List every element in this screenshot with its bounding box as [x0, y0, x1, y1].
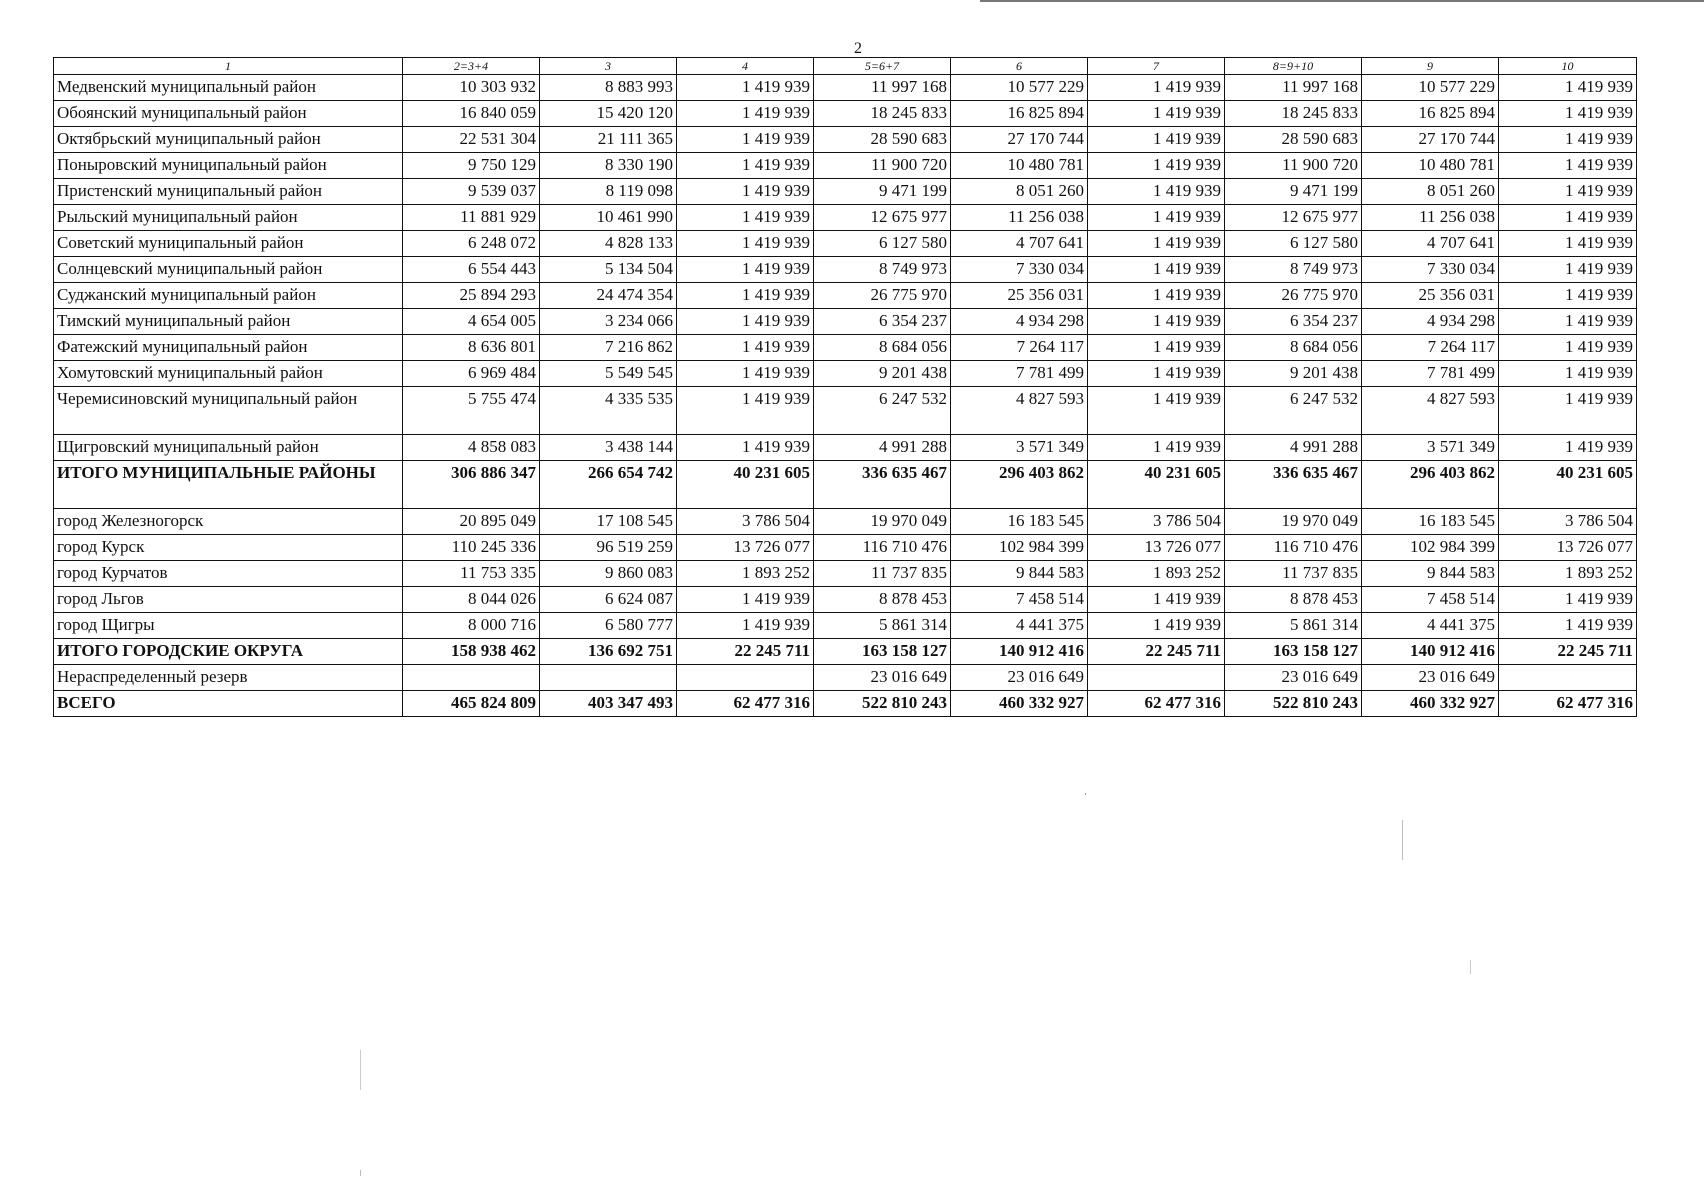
value-cell: 12 675 977 [814, 205, 951, 231]
value-cell: 1 419 939 [1499, 127, 1637, 153]
value-cell: 5 861 314 [814, 613, 951, 639]
value-cell: 163 158 127 [1225, 639, 1362, 665]
value-cell: 1 419 939 [677, 153, 814, 179]
row-name-cell: город Льгов [54, 587, 403, 613]
value-cell: 21 111 365 [540, 127, 677, 153]
row-name-cell: Пристенский муниципальный район [54, 179, 403, 205]
value-cell: 6 624 087 [540, 587, 677, 613]
value-cell: 27 170 744 [1362, 127, 1499, 153]
table-row [54, 361, 1637, 387]
value-cell: 1 419 939 [1499, 101, 1637, 127]
table-row [54, 561, 1637, 587]
column-header: 1 [54, 58, 403, 75]
value-cell: 3 786 504 [677, 509, 814, 535]
value-cell: 1 419 939 [1499, 205, 1637, 231]
row-name-cell: ИТОГО ГОРОДСКИЕ ОКРУГА [54, 639, 403, 665]
value-cell: 1 419 939 [1088, 127, 1225, 153]
value-cell: 336 635 467 [814, 461, 951, 509]
value-cell: 1 419 939 [1088, 101, 1225, 127]
value-cell: 4 934 298 [1362, 309, 1499, 335]
column-header: 7 [1088, 58, 1225, 75]
value-cell: 11 997 168 [1225, 75, 1362, 101]
value-cell: 1 419 939 [1088, 335, 1225, 361]
value-cell: 1 419 939 [1088, 283, 1225, 309]
value-cell: 336 635 467 [1225, 461, 1362, 509]
value-cell: 1 419 939 [1499, 231, 1637, 257]
value-cell: 8 051 260 [951, 179, 1088, 205]
value-cell: 6 127 580 [1225, 231, 1362, 257]
value-cell: 8 878 453 [1225, 587, 1362, 613]
value-cell: 10 461 990 [540, 205, 677, 231]
value-cell [1499, 665, 1637, 691]
value-cell: 102 984 399 [1362, 535, 1499, 561]
value-cell: 3 571 349 [1362, 435, 1499, 461]
value-cell: 5 549 545 [540, 361, 677, 387]
value-cell: 4 441 375 [1362, 613, 1499, 639]
value-cell: 1 419 939 [677, 257, 814, 283]
value-cell: 1 419 939 [1088, 387, 1225, 435]
value-cell: 1 419 939 [1088, 75, 1225, 101]
value-cell: 4 827 593 [1362, 387, 1499, 435]
value-cell: 6 127 580 [814, 231, 951, 257]
column-header: 6 [951, 58, 1088, 75]
value-cell: 1 419 939 [677, 127, 814, 153]
column-header: 2=3+4 [403, 58, 540, 75]
value-cell: 11 737 835 [814, 561, 951, 587]
row-name-cell: город Щигры [54, 613, 403, 639]
value-cell: 3 786 504 [1499, 509, 1637, 535]
row-name-cell: город Курск [54, 535, 403, 561]
value-cell: 13 726 077 [677, 535, 814, 561]
value-cell: 4 707 641 [1362, 231, 1499, 257]
value-cell: 403 347 493 [540, 691, 677, 717]
value-cell: 17 108 545 [540, 509, 677, 535]
column-header: 10 [1499, 58, 1637, 75]
value-cell: 10 577 229 [1362, 75, 1499, 101]
table-row [54, 587, 1637, 613]
value-cell: 1 419 939 [677, 613, 814, 639]
row-name-cell: Суджанский муниципальный район [54, 283, 403, 309]
row-name-cell: Хомутовский муниципальный район [54, 361, 403, 387]
row-name-cell: Поныровский муниципальный район [54, 153, 403, 179]
value-cell: 8 878 453 [814, 587, 951, 613]
table-row [54, 257, 1637, 283]
value-cell: 19 970 049 [1225, 509, 1362, 535]
value-cell: 28 590 683 [814, 127, 951, 153]
value-cell: 6 354 237 [1225, 309, 1362, 335]
row-name-cell: Солнцевский муниципальный район [54, 257, 403, 283]
row-name-cell: ВСЕГО [54, 691, 403, 717]
value-cell: 4 441 375 [951, 613, 1088, 639]
value-cell: 110 245 336 [403, 535, 540, 561]
value-cell: 4 828 133 [540, 231, 677, 257]
value-cell: 1 419 939 [677, 587, 814, 613]
value-cell: 266 654 742 [540, 461, 677, 509]
value-cell: 1 419 939 [677, 101, 814, 127]
column-header: 4 [677, 58, 814, 75]
value-cell: 10 480 781 [1362, 153, 1499, 179]
value-cell: 7 264 117 [951, 335, 1088, 361]
table-row [54, 509, 1637, 535]
value-cell: 296 403 862 [1362, 461, 1499, 509]
value-cell: 26 775 970 [814, 283, 951, 309]
value-cell: 1 419 939 [1499, 75, 1637, 101]
value-cell: 460 332 927 [951, 691, 1088, 717]
value-cell: 96 519 259 [540, 535, 677, 561]
value-cell: 1 893 252 [1499, 561, 1637, 587]
value-cell: 9 201 438 [814, 361, 951, 387]
value-cell: 5 134 504 [540, 257, 677, 283]
value-cell: 3 438 144 [540, 435, 677, 461]
value-cell: 11 737 835 [1225, 561, 1362, 587]
value-cell: 16 183 545 [951, 509, 1088, 535]
value-cell: 1 419 939 [1499, 309, 1637, 335]
value-cell: 1 419 939 [677, 335, 814, 361]
value-cell: 18 245 833 [1225, 101, 1362, 127]
value-cell: 1 419 939 [677, 361, 814, 387]
value-cell: 1 419 939 [677, 179, 814, 205]
value-cell: 12 675 977 [1225, 205, 1362, 231]
value-cell: 8 684 056 [814, 335, 951, 361]
value-cell: 19 970 049 [814, 509, 951, 535]
value-cell: 1 419 939 [1088, 205, 1225, 231]
value-cell: 7 781 499 [951, 361, 1088, 387]
value-cell: 4 827 593 [951, 387, 1088, 435]
scan-top-rule [980, 0, 1704, 2]
column-header: 5=6+7 [814, 58, 951, 75]
value-cell: 6 248 072 [403, 231, 540, 257]
value-cell: 3 571 349 [951, 435, 1088, 461]
value-cell: 1 419 939 [1499, 361, 1637, 387]
value-cell: 1 419 939 [1499, 435, 1637, 461]
value-cell: 136 692 751 [540, 639, 677, 665]
table-row [54, 179, 1637, 205]
value-cell: 1 419 939 [1499, 587, 1637, 613]
value-cell: 4 654 005 [403, 309, 540, 335]
table-row [54, 535, 1637, 561]
value-cell: 140 912 416 [1362, 639, 1499, 665]
total-row [54, 691, 1637, 717]
value-cell: 1 893 252 [1088, 561, 1225, 587]
value-cell: 9 471 199 [1225, 179, 1362, 205]
value-cell: 3 786 504 [1088, 509, 1225, 535]
table-row [54, 309, 1637, 335]
value-cell: 1 419 939 [677, 387, 814, 435]
value-cell: 1 419 939 [1088, 309, 1225, 335]
budget-table [53, 57, 1637, 717]
value-cell: 4 991 288 [814, 435, 951, 461]
value-cell: 11 997 168 [814, 75, 951, 101]
value-cell: 10 480 781 [951, 153, 1088, 179]
value-cell: 6 580 777 [540, 613, 677, 639]
value-cell: 8 000 716 [403, 613, 540, 639]
value-cell: 9 471 199 [814, 179, 951, 205]
value-cell: 460 332 927 [1362, 691, 1499, 717]
value-cell: 11 256 038 [1362, 205, 1499, 231]
value-cell: 1 419 939 [677, 231, 814, 257]
value-cell [1088, 665, 1225, 691]
row-name-cell: Щигровский муниципальный район [54, 435, 403, 461]
value-cell: 7 216 862 [540, 335, 677, 361]
value-cell: 9 844 583 [1362, 561, 1499, 587]
page-number: 2 [854, 40, 862, 57]
value-cell: 8 684 056 [1225, 335, 1362, 361]
row-name-cell: Медвенский муниципальный район [54, 75, 403, 101]
value-cell [540, 665, 677, 691]
value-cell: 8 330 190 [540, 153, 677, 179]
table-row [54, 101, 1637, 127]
column-number-row [54, 58, 1637, 75]
value-cell: 8 044 026 [403, 587, 540, 613]
value-cell: 13 726 077 [1088, 535, 1225, 561]
value-cell: 25 894 293 [403, 283, 540, 309]
value-cell: 296 403 862 [951, 461, 1088, 509]
value-cell: 7 330 034 [951, 257, 1088, 283]
value-cell: 1 419 939 [677, 283, 814, 309]
value-cell: 1 419 939 [1088, 153, 1225, 179]
column-header: 9 [1362, 58, 1499, 75]
value-cell: 6 247 532 [1225, 387, 1362, 435]
value-cell: 140 912 416 [951, 639, 1088, 665]
value-cell: 24 474 354 [540, 283, 677, 309]
row-name-cell: Рыльский муниципальный район [54, 205, 403, 231]
scan-speck [1085, 793, 1086, 795]
value-cell: 4 335 535 [540, 387, 677, 435]
row-name-cell: ИТОГО МУНИЦИПАЛЬНЫЕ РАЙОНЫ [54, 461, 403, 509]
row-name-cell: город Курчатов [54, 561, 403, 587]
value-cell: 22 245 711 [1088, 639, 1225, 665]
value-cell: 6 554 443 [403, 257, 540, 283]
value-cell: 4 934 298 [951, 309, 1088, 335]
value-cell: 11 881 929 [403, 205, 540, 231]
value-cell: 9 539 037 [403, 179, 540, 205]
row-name-cell: город Железногорск [54, 509, 403, 535]
value-cell: 15 420 120 [540, 101, 677, 127]
value-cell: 4 858 083 [403, 435, 540, 461]
value-cell: 4 991 288 [1225, 435, 1362, 461]
value-cell: 22 531 304 [403, 127, 540, 153]
value-cell: 1 419 939 [1499, 153, 1637, 179]
value-cell: 1 419 939 [1499, 179, 1637, 205]
total-row [54, 639, 1637, 665]
value-cell: 23 016 649 [814, 665, 951, 691]
scan-speck [1402, 820, 1403, 860]
value-cell: 522 810 243 [1225, 691, 1362, 717]
value-cell: 5 861 314 [1225, 613, 1362, 639]
value-cell: 28 590 683 [1225, 127, 1362, 153]
table-row [54, 387, 1637, 435]
value-cell: 465 824 809 [403, 691, 540, 717]
value-cell: 9 201 438 [1225, 361, 1362, 387]
value-cell: 1 419 939 [677, 205, 814, 231]
value-cell: 1 419 939 [1499, 257, 1637, 283]
value-cell: 11 900 720 [814, 153, 951, 179]
value-cell: 22 245 711 [677, 639, 814, 665]
value-cell: 20 895 049 [403, 509, 540, 535]
value-cell [403, 665, 540, 691]
value-cell: 1 419 939 [1088, 179, 1225, 205]
column-header: 3 [540, 58, 677, 75]
value-cell: 25 356 031 [951, 283, 1088, 309]
value-cell: 1 419 939 [1088, 361, 1225, 387]
value-cell: 7 264 117 [1362, 335, 1499, 361]
value-cell: 62 477 316 [677, 691, 814, 717]
value-cell: 23 016 649 [1225, 665, 1362, 691]
value-cell: 10 303 932 [403, 75, 540, 101]
row-name-cell: Черемисиновский муниципальный район [54, 387, 403, 435]
value-cell: 9 860 083 [540, 561, 677, 587]
table-row [54, 127, 1637, 153]
value-cell: 62 477 316 [1088, 691, 1225, 717]
value-cell: 163 158 127 [814, 639, 951, 665]
scan-speck [360, 1170, 361, 1176]
value-cell: 1 419 939 [1499, 387, 1637, 435]
value-cell: 16 825 894 [951, 101, 1088, 127]
value-cell: 16 840 059 [403, 101, 540, 127]
value-cell: 26 775 970 [1225, 283, 1362, 309]
value-cell: 8 051 260 [1362, 179, 1499, 205]
value-cell: 4 707 641 [951, 231, 1088, 257]
table-row [54, 231, 1637, 257]
scan-speck [360, 1050, 361, 1090]
value-cell: 8 636 801 [403, 335, 540, 361]
value-cell: 7 458 514 [951, 587, 1088, 613]
scan-speck [1470, 960, 1471, 974]
value-cell: 40 231 605 [677, 461, 814, 509]
value-cell: 1 419 939 [1088, 257, 1225, 283]
value-cell: 23 016 649 [1362, 665, 1499, 691]
row-name-cell: Нераспределенный резерв [54, 665, 403, 691]
table-body [54, 75, 1637, 717]
table-row [54, 283, 1637, 309]
row-name-cell: Обоянский муниципальный район [54, 101, 403, 127]
value-cell: 25 356 031 [1362, 283, 1499, 309]
table-row [54, 435, 1637, 461]
value-cell: 1 419 939 [677, 309, 814, 335]
row-name-cell: Тимский муниципальный район [54, 309, 403, 335]
value-cell: 7 330 034 [1362, 257, 1499, 283]
value-cell [677, 665, 814, 691]
total-row [54, 461, 1637, 509]
table-row [54, 205, 1637, 231]
value-cell: 8 883 993 [540, 75, 677, 101]
value-cell: 1 419 939 [1499, 335, 1637, 361]
column-header: 8=9+10 [1225, 58, 1362, 75]
value-cell: 18 245 833 [814, 101, 951, 127]
row-name-cell: Советский муниципальный район [54, 231, 403, 257]
row-name-cell: Октябрьский муниципальный район [54, 127, 403, 153]
value-cell: 11 753 335 [403, 561, 540, 587]
table-row [54, 75, 1637, 101]
value-cell: 40 231 605 [1499, 461, 1637, 509]
value-cell: 1 419 939 [1499, 283, 1637, 309]
value-cell: 6 247 532 [814, 387, 951, 435]
value-cell: 1 419 939 [1088, 613, 1225, 639]
value-cell: 5 755 474 [403, 387, 540, 435]
value-cell: 8 119 098 [540, 179, 677, 205]
value-cell: 158 938 462 [403, 639, 540, 665]
value-cell: 11 256 038 [951, 205, 1088, 231]
value-cell: 1 419 939 [1088, 231, 1225, 257]
value-cell: 8 749 973 [1225, 257, 1362, 283]
table-row [54, 335, 1637, 361]
value-cell: 306 886 347 [403, 461, 540, 509]
value-cell: 1 419 939 [1499, 613, 1637, 639]
value-cell: 9 750 129 [403, 153, 540, 179]
value-cell: 3 234 066 [540, 309, 677, 335]
table-row [54, 665, 1637, 691]
table-row [54, 613, 1637, 639]
table-row [54, 153, 1637, 179]
value-cell: 6 354 237 [814, 309, 951, 335]
value-cell: 10 577 229 [951, 75, 1088, 101]
value-cell: 16 183 545 [1362, 509, 1499, 535]
value-cell: 13 726 077 [1499, 535, 1637, 561]
value-cell: 40 231 605 [1088, 461, 1225, 509]
value-cell: 522 810 243 [814, 691, 951, 717]
value-cell: 11 900 720 [1225, 153, 1362, 179]
value-cell: 7 781 499 [1362, 361, 1499, 387]
value-cell: 9 844 583 [951, 561, 1088, 587]
value-cell: 22 245 711 [1499, 639, 1637, 665]
value-cell: 8 749 973 [814, 257, 951, 283]
value-cell: 16 825 894 [1362, 101, 1499, 127]
value-cell: 1 893 252 [677, 561, 814, 587]
row-name-cell: Фатежский муниципальный район [54, 335, 403, 361]
value-cell: 1 419 939 [677, 435, 814, 461]
value-cell: 23 016 649 [951, 665, 1088, 691]
value-cell: 27 170 744 [951, 127, 1088, 153]
value-cell: 116 710 476 [1225, 535, 1362, 561]
value-cell: 1 419 939 [1088, 435, 1225, 461]
value-cell: 6 969 484 [403, 361, 540, 387]
value-cell: 62 477 316 [1499, 691, 1637, 717]
value-cell: 102 984 399 [951, 535, 1088, 561]
value-cell: 1 419 939 [1088, 587, 1225, 613]
value-cell: 7 458 514 [1362, 587, 1499, 613]
value-cell: 116 710 476 [814, 535, 951, 561]
value-cell: 1 419 939 [677, 75, 814, 101]
